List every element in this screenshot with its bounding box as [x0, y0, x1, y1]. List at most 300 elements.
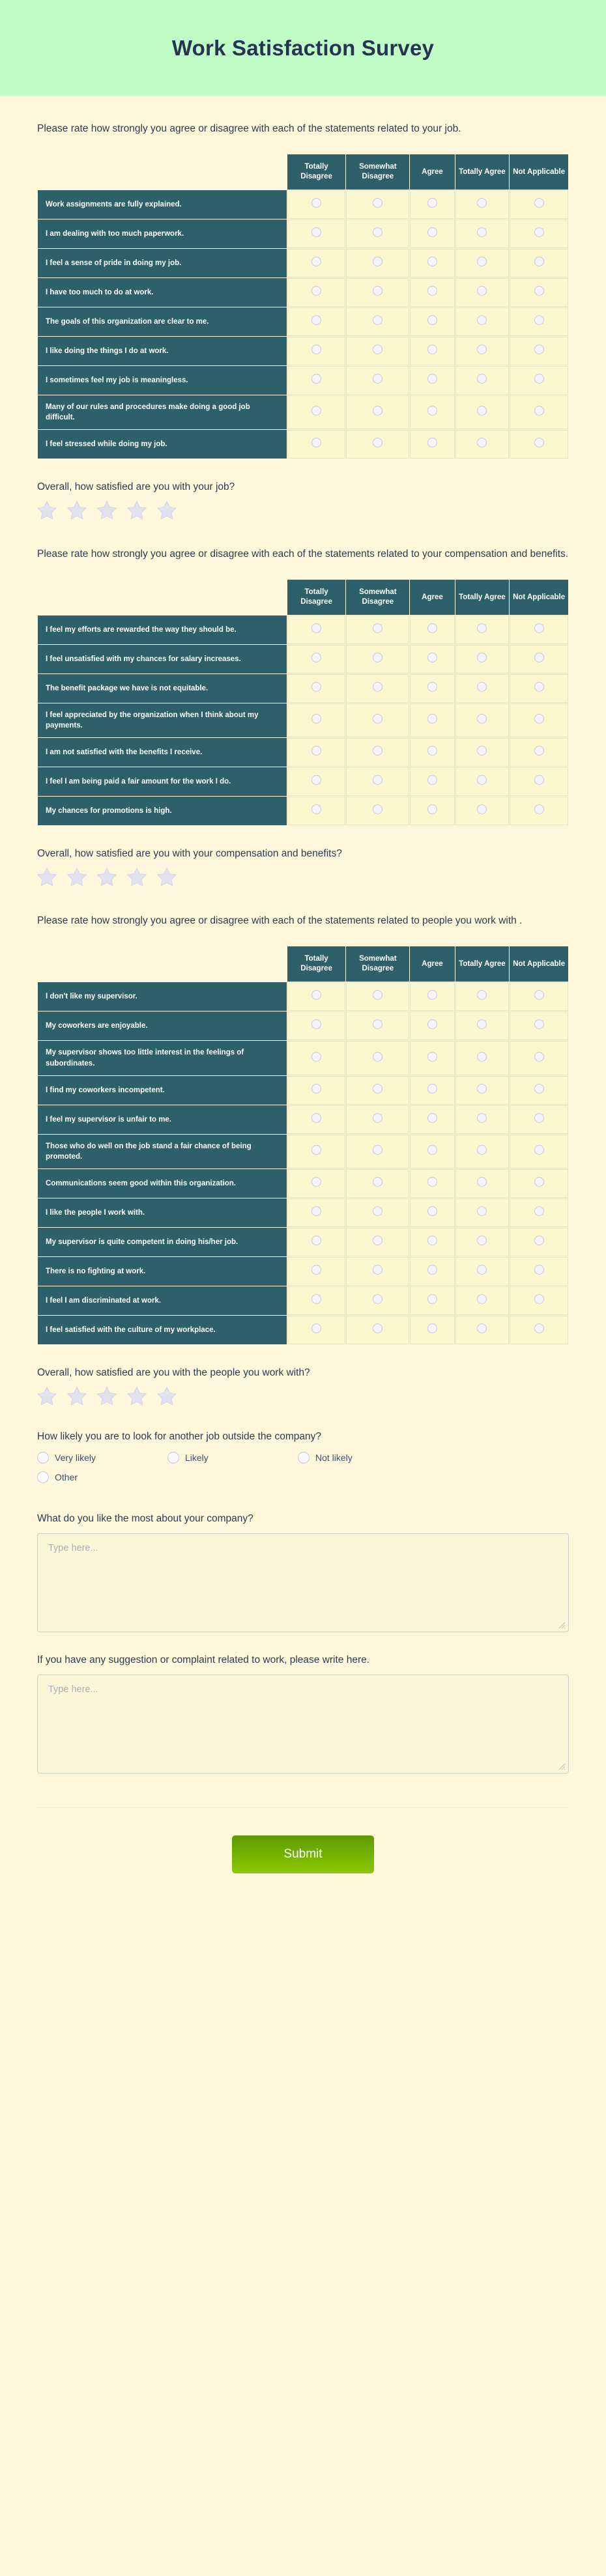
radio-button-icon[interactable]	[534, 1145, 544, 1155]
matrix-radio-cell[interactable]	[410, 645, 454, 673]
radio-button-icon[interactable]	[477, 1294, 487, 1304]
star-icon[interactable]	[66, 500, 88, 522]
radio-button-icon[interactable]	[373, 438, 382, 447]
matrix-radio-cell[interactable]	[346, 1316, 409, 1344]
matrix-radio-cell[interactable]	[410, 366, 454, 395]
matrix-radio-cell[interactable]	[287, 797, 346, 825]
radio-button-icon[interactable]	[477, 714, 487, 724]
radio-button-icon[interactable]	[311, 990, 321, 1000]
radio-button-icon[interactable]	[373, 623, 382, 633]
matrix-radio-cell[interactable]	[346, 1041, 409, 1075]
radio-button-icon[interactable]	[311, 623, 321, 633]
radio-button-icon[interactable]	[311, 1236, 321, 1245]
radio-button-icon[interactable]	[534, 1265, 544, 1275]
star-rating-job[interactable]	[36, 500, 569, 522]
matrix-radio-cell[interactable]	[455, 366, 510, 395]
matrix-radio-cell[interactable]	[410, 738, 454, 767]
radio-button-icon[interactable]	[534, 1052, 544, 1062]
radio-button-icon[interactable]	[427, 1113, 437, 1123]
radio-button-icon[interactable]	[373, 1084, 382, 1094]
matrix-radio-cell[interactable]	[510, 1012, 568, 1040]
radio-button-icon[interactable]	[373, 1113, 382, 1123]
radio-button-icon[interactable]	[534, 804, 544, 814]
radio-button-icon[interactable]	[37, 1471, 49, 1483]
radio-button-icon[interactable]	[534, 682, 544, 692]
radio-button-icon[interactable]	[373, 804, 382, 814]
matrix-radio-cell[interactable]	[287, 190, 346, 219]
matrix-radio-cell[interactable]	[287, 1316, 346, 1344]
matrix-radio-cell[interactable]	[287, 1286, 346, 1315]
radio-button-icon[interactable]	[298, 1452, 310, 1464]
radio-button-icon[interactable]	[311, 406, 321, 416]
radio-button-icon[interactable]	[534, 714, 544, 724]
matrix-radio-cell[interactable]	[455, 307, 510, 336]
radio-button-icon[interactable]	[373, 257, 382, 266]
radio-button-icon[interactable]	[534, 1323, 544, 1333]
matrix-radio-cell[interactable]	[510, 1105, 568, 1134]
matrix-radio-cell[interactable]	[510, 190, 568, 219]
radio-button-icon[interactable]	[534, 1206, 544, 1216]
matrix-radio-cell[interactable]	[287, 645, 346, 673]
radio-button-icon[interactable]	[427, 682, 437, 692]
radio-button-icon[interactable]	[373, 406, 382, 416]
radio-button-icon[interactable]	[373, 286, 382, 296]
matrix-radio-cell[interactable]	[287, 616, 346, 644]
radio-button-icon[interactable]	[427, 1323, 437, 1333]
radio-button-icon[interactable]	[534, 653, 544, 662]
radio-button-icon[interactable]	[427, 1019, 437, 1029]
matrix-radio-cell[interactable]	[510, 366, 568, 395]
matrix-radio-cell[interactable]	[455, 1257, 510, 1286]
radio-button-icon[interactable]	[427, 345, 437, 354]
matrix-radio-cell[interactable]	[346, 366, 409, 395]
matrix-radio-cell[interactable]	[346, 430, 409, 459]
radio-button-icon[interactable]	[373, 775, 382, 785]
radio-option-not-likely[interactable]	[298, 1452, 428, 1464]
radio-button-icon[interactable]	[534, 1294, 544, 1304]
radio-button-icon[interactable]	[427, 1236, 437, 1245]
matrix-radio-cell[interactable]	[346, 616, 409, 644]
matrix-radio-cell[interactable]	[510, 430, 568, 459]
matrix-radio-cell[interactable]	[410, 1316, 454, 1344]
matrix-radio-cell[interactable]	[510, 337, 568, 365]
matrix-radio-cell[interactable]	[346, 1228, 409, 1256]
matrix-radio-cell[interactable]	[410, 337, 454, 365]
radio-button-icon[interactable]	[373, 315, 382, 325]
radio-button-icon[interactable]	[477, 682, 487, 692]
matrix-radio-cell[interactable]	[510, 278, 568, 307]
radio-button-icon[interactable]	[311, 198, 321, 208]
radio-button-icon[interactable]	[37, 1452, 49, 1464]
matrix-radio-cell[interactable]	[346, 797, 409, 825]
matrix-radio-cell[interactable]	[510, 1169, 568, 1198]
radio-button-icon[interactable]	[311, 1323, 321, 1333]
matrix-radio-cell[interactable]	[510, 645, 568, 673]
matrix-radio-cell[interactable]	[346, 190, 409, 219]
matrix-radio-cell[interactable]	[410, 1012, 454, 1040]
matrix-radio-cell[interactable]	[510, 703, 568, 737]
radio-button-icon[interactable]	[477, 990, 487, 1000]
radio-button-icon[interactable]	[311, 227, 321, 237]
radio-button-icon[interactable]	[427, 374, 437, 384]
radio-button-icon[interactable]	[311, 1084, 321, 1094]
matrix-radio-cell[interactable]	[287, 430, 346, 459]
matrix-radio-cell[interactable]	[410, 249, 454, 277]
radio-button-icon[interactable]	[427, 1084, 437, 1094]
matrix-radio-cell[interactable]	[287, 1041, 346, 1075]
radio-button-icon[interactable]	[477, 746, 487, 756]
radio-button-icon[interactable]	[373, 714, 382, 724]
radio-button-icon[interactable]	[373, 1206, 382, 1216]
matrix-radio-cell[interactable]	[287, 1105, 346, 1134]
star-icon[interactable]	[66, 866, 88, 888]
matrix-radio-cell[interactable]	[510, 616, 568, 644]
matrix-radio-cell[interactable]	[410, 1041, 454, 1075]
radio-button-icon[interactable]	[477, 653, 487, 662]
radio-button-icon[interactable]	[427, 990, 437, 1000]
matrix-radio-cell[interactable]	[455, 982, 510, 1011]
matrix-radio-cell[interactable]	[346, 674, 409, 703]
radio-button-icon[interactable]	[373, 374, 382, 384]
radio-button-icon[interactable]	[167, 1452, 179, 1464]
matrix-radio-cell[interactable]	[455, 395, 510, 429]
matrix-radio-cell[interactable]	[410, 1105, 454, 1134]
radio-button-icon[interactable]	[534, 406, 544, 416]
star-icon[interactable]	[126, 1385, 148, 1408]
matrix-radio-cell[interactable]	[455, 430, 510, 459]
radio-button-icon[interactable]	[477, 257, 487, 266]
radio-button-icon[interactable]	[477, 1323, 487, 1333]
matrix-radio-cell[interactable]	[510, 307, 568, 336]
matrix-radio-cell[interactable]	[410, 1198, 454, 1227]
matrix-radio-cell[interactable]	[510, 395, 568, 429]
radio-button-icon[interactable]	[427, 198, 437, 208]
star-icon[interactable]	[126, 500, 148, 522]
radio-button-icon[interactable]	[427, 438, 437, 447]
matrix-radio-cell[interactable]	[455, 1135, 510, 1168]
radio-button-icon[interactable]	[311, 1113, 321, 1123]
radio-button-icon[interactable]	[534, 345, 544, 354]
matrix-radio-cell[interactable]	[455, 1076, 510, 1105]
radio-button-icon[interactable]	[373, 1236, 382, 1245]
radio-button-icon[interactable]	[311, 1145, 321, 1155]
radio-button-icon[interactable]	[373, 227, 382, 237]
radio-button-icon[interactable]	[311, 315, 321, 325]
matrix-radio-cell[interactable]	[287, 1076, 346, 1105]
star-icon[interactable]	[36, 866, 58, 888]
matrix-radio-cell[interactable]	[410, 190, 454, 219]
radio-button-icon[interactable]	[427, 1145, 437, 1155]
suggestion-textarea[interactable]	[37, 1675, 569, 1774]
radio-button-icon[interactable]	[311, 775, 321, 785]
radio-button-icon[interactable]	[311, 438, 321, 447]
radio-button-icon[interactable]	[373, 1177, 382, 1187]
radio-button-icon[interactable]	[373, 1265, 382, 1275]
radio-button-icon[interactable]	[373, 1145, 382, 1155]
radio-button-icon[interactable]	[427, 286, 437, 296]
radio-button-icon[interactable]	[427, 227, 437, 237]
matrix-radio-cell[interactable]	[455, 1041, 510, 1075]
matrix-radio-cell[interactable]	[287, 1257, 346, 1286]
matrix-radio-cell[interactable]	[455, 190, 510, 219]
star-icon[interactable]	[156, 866, 178, 888]
matrix-radio-cell[interactable]	[510, 1316, 568, 1344]
matrix-radio-cell[interactable]	[410, 1257, 454, 1286]
matrix-radio-cell[interactable]	[510, 1076, 568, 1105]
matrix-radio-cell[interactable]	[346, 1105, 409, 1134]
matrix-radio-cell[interactable]	[287, 1198, 346, 1227]
matrix-radio-cell[interactable]	[455, 219, 510, 248]
matrix-radio-cell[interactable]	[410, 219, 454, 248]
radio-button-icon[interactable]	[427, 406, 437, 416]
matrix-radio-cell[interactable]	[455, 1105, 510, 1134]
matrix-radio-cell[interactable]	[510, 1286, 568, 1315]
radio-button-icon[interactable]	[373, 682, 382, 692]
matrix-radio-cell[interactable]	[287, 278, 346, 307]
matrix-radio-cell[interactable]	[346, 738, 409, 767]
radio-button-icon[interactable]	[373, 1294, 382, 1304]
radio-button-icon[interactable]	[534, 1084, 544, 1094]
radio-button-icon[interactable]	[534, 227, 544, 237]
matrix-radio-cell[interactable]	[455, 249, 510, 277]
matrix-radio-cell[interactable]	[510, 1135, 568, 1168]
radio-button-icon[interactable]	[311, 804, 321, 814]
matrix-radio-cell[interactable]	[455, 703, 510, 737]
radio-button-icon[interactable]	[427, 1177, 437, 1187]
radio-button-icon[interactable]	[534, 990, 544, 1000]
matrix-radio-cell[interactable]	[510, 249, 568, 277]
matrix-radio-cell[interactable]	[410, 430, 454, 459]
radio-button-icon[interactable]	[534, 315, 544, 325]
matrix-radio-cell[interactable]	[510, 982, 568, 1011]
radio-button-icon[interactable]	[373, 198, 382, 208]
matrix-radio-cell[interactable]	[346, 703, 409, 737]
matrix-radio-cell[interactable]	[287, 395, 346, 429]
radio-button-icon[interactable]	[477, 1052, 487, 1062]
radio-button-icon[interactable]	[534, 1019, 544, 1029]
matrix-radio-cell[interactable]	[455, 1286, 510, 1315]
radio-button-icon[interactable]	[373, 746, 382, 756]
radio-button-icon[interactable]	[477, 345, 487, 354]
radio-button-icon[interactable]	[534, 198, 544, 208]
radio-button-icon[interactable]	[534, 1236, 544, 1245]
star-icon[interactable]	[96, 500, 118, 522]
radio-button-icon[interactable]	[477, 1206, 487, 1216]
matrix-radio-cell[interactable]	[410, 307, 454, 336]
matrix-radio-cell[interactable]	[410, 982, 454, 1011]
radio-button-icon[interactable]	[311, 1052, 321, 1062]
matrix-radio-cell[interactable]	[455, 674, 510, 703]
matrix-radio-cell[interactable]	[410, 703, 454, 737]
radio-button-icon[interactable]	[477, 406, 487, 416]
matrix-radio-cell[interactable]	[346, 395, 409, 429]
radio-button-icon[interactable]	[534, 1177, 544, 1187]
matrix-radio-cell[interactable]	[510, 219, 568, 248]
radio-button-icon[interactable]	[427, 1265, 437, 1275]
radio-button-icon[interactable]	[534, 286, 544, 296]
matrix-radio-cell[interactable]	[287, 982, 346, 1011]
radio-button-icon[interactable]	[534, 623, 544, 633]
radio-button-icon[interactable]	[311, 653, 321, 662]
radio-button-icon[interactable]	[427, 1294, 437, 1304]
matrix-radio-cell[interactable]	[510, 1228, 568, 1256]
radio-button-icon[interactable]	[373, 653, 382, 662]
matrix-radio-cell[interactable]	[346, 219, 409, 248]
matrix-radio-cell[interactable]	[410, 616, 454, 644]
matrix-radio-cell[interactable]	[287, 219, 346, 248]
radio-button-icon[interactable]	[427, 623, 437, 633]
radio-button-icon[interactable]	[373, 990, 382, 1000]
matrix-radio-cell[interactable]	[346, 1012, 409, 1040]
matrix-radio-cell[interactable]	[510, 1257, 568, 1286]
matrix-radio-cell[interactable]	[455, 738, 510, 767]
radio-option-other[interactable]	[37, 1471, 167, 1483]
matrix-radio-cell[interactable]	[510, 738, 568, 767]
radio-button-icon[interactable]	[311, 1265, 321, 1275]
radio-option-very-likely[interactable]	[37, 1452, 167, 1464]
star-icon[interactable]	[126, 866, 148, 888]
matrix-radio-cell[interactable]	[410, 674, 454, 703]
radio-button-icon[interactable]	[427, 315, 437, 325]
radio-button-icon[interactable]	[477, 1019, 487, 1029]
matrix-radio-cell[interactable]	[346, 278, 409, 307]
radio-option-likely[interactable]	[167, 1452, 298, 1464]
matrix-radio-cell[interactable]	[346, 645, 409, 673]
matrix-radio-cell[interactable]	[346, 1135, 409, 1168]
matrix-radio-cell[interactable]	[455, 645, 510, 673]
matrix-radio-cell[interactable]	[346, 1198, 409, 1227]
radio-button-icon[interactable]	[311, 682, 321, 692]
matrix-radio-cell[interactable]	[455, 1316, 510, 1344]
radio-button-icon[interactable]	[477, 1177, 487, 1187]
radio-button-icon[interactable]	[477, 438, 487, 447]
radio-button-icon[interactable]	[373, 1052, 382, 1062]
matrix-radio-cell[interactable]	[287, 307, 346, 336]
matrix-radio-cell[interactable]	[510, 1041, 568, 1075]
matrix-radio-cell[interactable]	[287, 366, 346, 395]
matrix-radio-cell[interactable]	[287, 249, 346, 277]
submit-button[interactable]: Submit	[232, 1835, 374, 1873]
matrix-radio-cell[interactable]	[410, 1228, 454, 1256]
matrix-radio-cell[interactable]	[287, 767, 346, 796]
matrix-radio-cell[interactable]	[287, 1169, 346, 1198]
matrix-radio-cell[interactable]	[346, 307, 409, 336]
radio-button-icon[interactable]	[534, 775, 544, 785]
radio-button-icon[interactable]	[427, 775, 437, 785]
radio-button-icon[interactable]	[477, 623, 487, 633]
matrix-radio-cell[interactable]	[455, 767, 510, 796]
matrix-radio-cell[interactable]	[455, 616, 510, 644]
radio-button-icon[interactable]	[534, 257, 544, 266]
radio-button-icon[interactable]	[427, 257, 437, 266]
matrix-radio-cell[interactable]	[510, 797, 568, 825]
matrix-radio-cell[interactable]	[455, 797, 510, 825]
radio-button-icon[interactable]	[477, 1265, 487, 1275]
matrix-radio-cell[interactable]	[287, 674, 346, 703]
radio-button-icon[interactable]	[534, 746, 544, 756]
star-icon[interactable]	[36, 500, 58, 522]
matrix-radio-cell[interactable]	[410, 395, 454, 429]
star-icon[interactable]	[156, 1385, 178, 1408]
radio-button-icon[interactable]	[373, 1323, 382, 1333]
matrix-radio-cell[interactable]	[287, 738, 346, 767]
like-most-textarea[interactable]	[37, 1533, 569, 1632]
radio-button-icon[interactable]	[534, 374, 544, 384]
matrix-radio-cell[interactable]	[346, 767, 409, 796]
radio-button-icon[interactable]	[477, 227, 487, 237]
matrix-radio-cell[interactable]	[410, 1076, 454, 1105]
radio-button-icon[interactable]	[427, 804, 437, 814]
star-icon[interactable]	[96, 1385, 118, 1408]
matrix-radio-cell[interactable]	[455, 1169, 510, 1198]
radio-button-icon[interactable]	[477, 374, 487, 384]
radio-button-icon[interactable]	[373, 345, 382, 354]
radio-button-icon[interactable]	[427, 746, 437, 756]
matrix-radio-cell[interactable]	[455, 278, 510, 307]
matrix-radio-cell[interactable]	[287, 1012, 346, 1040]
matrix-radio-cell[interactable]	[455, 1228, 510, 1256]
matrix-radio-cell[interactable]	[346, 337, 409, 365]
matrix-radio-cell[interactable]	[287, 1135, 346, 1168]
radio-button-icon[interactable]	[311, 286, 321, 296]
star-rating-people[interactable]	[36, 1385, 569, 1408]
matrix-radio-cell[interactable]	[410, 1135, 454, 1168]
radio-button-icon[interactable]	[477, 1113, 487, 1123]
matrix-radio-cell[interactable]	[346, 1169, 409, 1198]
radio-button-icon[interactable]	[311, 1019, 321, 1029]
radio-button-icon[interactable]	[477, 1084, 487, 1094]
matrix-radio-cell[interactable]	[410, 1169, 454, 1198]
radio-button-icon[interactable]	[534, 438, 544, 447]
matrix-radio-cell[interactable]	[410, 1286, 454, 1315]
radio-button-icon[interactable]	[427, 653, 437, 662]
matrix-radio-cell[interactable]	[346, 249, 409, 277]
matrix-radio-cell[interactable]	[455, 1198, 510, 1227]
radio-button-icon[interactable]	[311, 257, 321, 266]
radio-button-icon[interactable]	[477, 775, 487, 785]
matrix-radio-cell[interactable]	[346, 1076, 409, 1105]
matrix-radio-cell[interactable]	[346, 1257, 409, 1286]
matrix-radio-cell[interactable]	[455, 1012, 510, 1040]
matrix-radio-cell[interactable]	[410, 797, 454, 825]
matrix-radio-cell[interactable]	[510, 1198, 568, 1227]
matrix-radio-cell[interactable]	[410, 767, 454, 796]
radio-button-icon[interactable]	[311, 1177, 321, 1187]
matrix-radio-cell[interactable]	[510, 674, 568, 703]
radio-button-icon[interactable]	[311, 374, 321, 384]
radio-button-icon[interactable]	[427, 1206, 437, 1216]
radio-button-icon[interactable]	[477, 804, 487, 814]
radio-button-icon[interactable]	[477, 315, 487, 325]
radio-button-icon[interactable]	[534, 1113, 544, 1123]
radio-button-icon[interactable]	[477, 198, 487, 208]
matrix-radio-cell[interactable]	[287, 703, 346, 737]
matrix-radio-cell[interactable]	[346, 1286, 409, 1315]
radio-button-icon[interactable]	[477, 286, 487, 296]
radio-button-icon[interactable]	[311, 1206, 321, 1216]
radio-button-icon[interactable]	[427, 1052, 437, 1062]
star-icon[interactable]	[156, 500, 178, 522]
matrix-radio-cell[interactable]	[346, 982, 409, 1011]
star-icon[interactable]	[96, 866, 118, 888]
radio-button-icon[interactable]	[477, 1145, 487, 1155]
matrix-radio-cell[interactable]	[410, 278, 454, 307]
matrix-radio-cell[interactable]	[287, 337, 346, 365]
radio-button-icon[interactable]	[477, 1236, 487, 1245]
star-icon[interactable]	[66, 1385, 88, 1408]
radio-button-icon[interactable]	[373, 1019, 382, 1029]
radio-button-icon[interactable]	[311, 345, 321, 354]
